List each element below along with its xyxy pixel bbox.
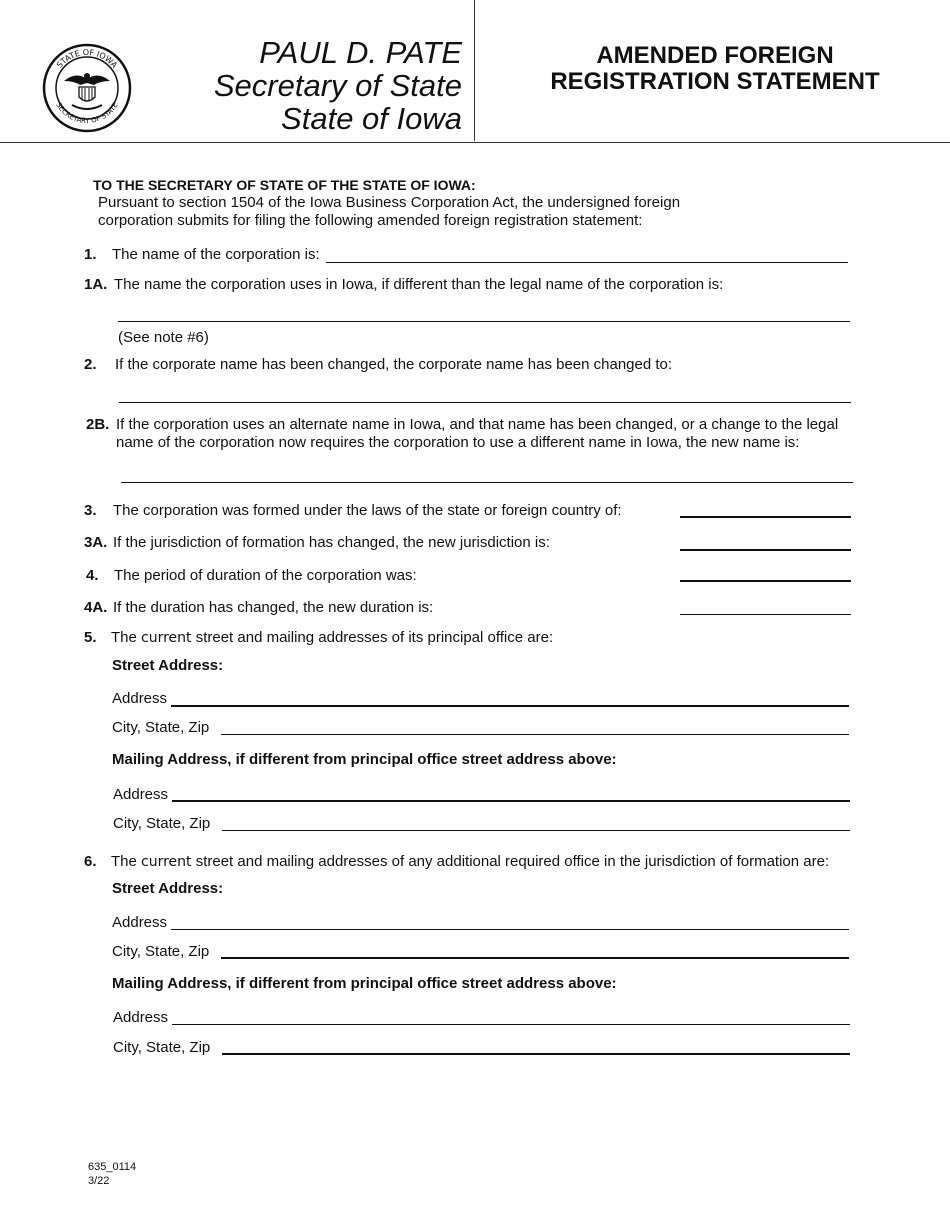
item-1-label: The name of the corporation is: — [112, 246, 320, 263]
item-2-label: If the corporate name has been changed, the corporate name has been changed to: — [115, 356, 673, 373]
new-jurisdiction-field[interactable] — [680, 549, 851, 551]
item-1a-label: The name the corporation uses in Iowa, if different than the legal name of the corporation is: — [114, 276, 724, 293]
item-1-number: 1. — [84, 246, 97, 263]
item-5-street-city-label: City, State, Zip — [112, 719, 210, 736]
item-6-number: 6. — [84, 853, 97, 870]
new-duration-field[interactable] — [680, 614, 851, 615]
form-revision: 3/22 — [88, 1175, 110, 1187]
item-6-street-city-label: City, State, Zip — [112, 943, 210, 960]
item-5-mailing-city-field[interactable] — [222, 830, 850, 831]
svg-text:SECRETARY OF STATE: SECRETARY OF STATE — [54, 101, 120, 126]
item-6-mailing-address-field[interactable] — [172, 1024, 850, 1025]
see-note-text: (See note #6) — [118, 329, 209, 346]
header-divider-horizontal — [0, 142, 950, 143]
state-seal — [42, 43, 132, 133]
iowa-name-field[interactable] — [118, 321, 850, 322]
item-6-label: The current street and mailing addresses of any additional required office in the jurisdiction of formation are: — [111, 853, 830, 870]
item-5-street-address-field[interactable] — [171, 705, 849, 707]
item-3a-number: 3A. — [84, 534, 108, 551]
addressee-heading: TO THE SECRETARY OF STATE OF THE STATE OF IOWA: — [93, 177, 476, 193]
item-3-number: 3. — [84, 502, 97, 519]
item-6-street-city-field[interactable] — [221, 957, 849, 959]
item-5-mailing-address-label: Address — [113, 786, 169, 803]
item-6-mailing-address-label: Address — [113, 1009, 169, 1026]
item-1a-number: 1A. — [84, 276, 108, 293]
form-title-line2: REGISTRATION STATEMENT — [550, 68, 880, 95]
secretary-title: Secretary of State — [213, 68, 462, 103]
item-4a-label: If the duration has changed, the new duration is: — [113, 599, 434, 616]
item-6-street-address-field[interactable] — [171, 929, 849, 930]
changed-name-field[interactable] — [119, 402, 851, 403]
item-4a-number: 4A. — [84, 599, 108, 616]
item-2b-line2: name of the corporation now requires the corporation to use a different name in Iowa, the new name is: — [116, 434, 800, 451]
item-5-mailing-heading: Mailing Address, if different from principal office street address above: — [112, 751, 617, 768]
item-2-number: 2. — [84, 356, 97, 373]
svg-text:STATE OF IOWA: STATE OF IOWA — [55, 47, 119, 70]
item-5-street-city-field[interactable] — [221, 734, 849, 735]
item-5-mailing-address-field[interactable] — [172, 800, 850, 802]
formation-state-field[interactable] — [680, 516, 851, 518]
item-6-street-heading: Street Address: — [112, 880, 224, 897]
form-number: 635_0114 — [88, 1161, 137, 1173]
item-6-mailing-city-field[interactable] — [222, 1053, 850, 1055]
form-title-line1: AMENDED FOREIGN — [596, 42, 834, 69]
item-4-label: The period of duration of the corporation was: — [114, 567, 417, 584]
item-6-mailing-city-label: City, State, Zip — [113, 1039, 211, 1056]
item-3a-label: If the jurisdiction of formation has changed, the new jurisdiction is: — [113, 534, 550, 551]
state-name: State of Iowa — [281, 101, 462, 136]
item-3-label: The corporation was formed under the laws of the state or foreign country of: — [113, 502, 622, 519]
item-2b-number: 2B. — [86, 416, 110, 433]
header-divider-vertical — [474, 0, 475, 141]
corporation-name-field[interactable] — [326, 262, 848, 263]
item-5-label: The current street and mailing addresses of its principal office are: — [111, 629, 554, 646]
item-5-street-address-label: Address — [112, 690, 168, 707]
seal-emblem-icon — [42, 43, 132, 133]
item-6-mailing-heading: Mailing Address, if different from principal office street address above: — [112, 975, 617, 992]
item-5-mailing-city-label: City, State, Zip — [113, 815, 211, 832]
item-6-street-address-label: Address — [112, 914, 168, 931]
item-5-number: 5. — [84, 629, 97, 646]
intro-line1: Pursuant to section 1504 of the Iowa Business Corporation Act, the undersigned foreign — [98, 194, 681, 211]
new-iowa-name-field[interactable] — [121, 482, 853, 483]
intro-line2: corporation submits for filing the following amended foreign registration statement: — [98, 212, 643, 229]
duration-field[interactable] — [680, 580, 851, 582]
item-5-street-heading: Street Address: — [112, 657, 224, 674]
item-2b-line1: If the corporation uses an alternate name in Iowa, and that name has been changed, or a change to the legal — [116, 416, 839, 433]
item-4-number: 4. — [86, 567, 99, 584]
secretary-name: PAUL D. PATE — [259, 35, 462, 70]
